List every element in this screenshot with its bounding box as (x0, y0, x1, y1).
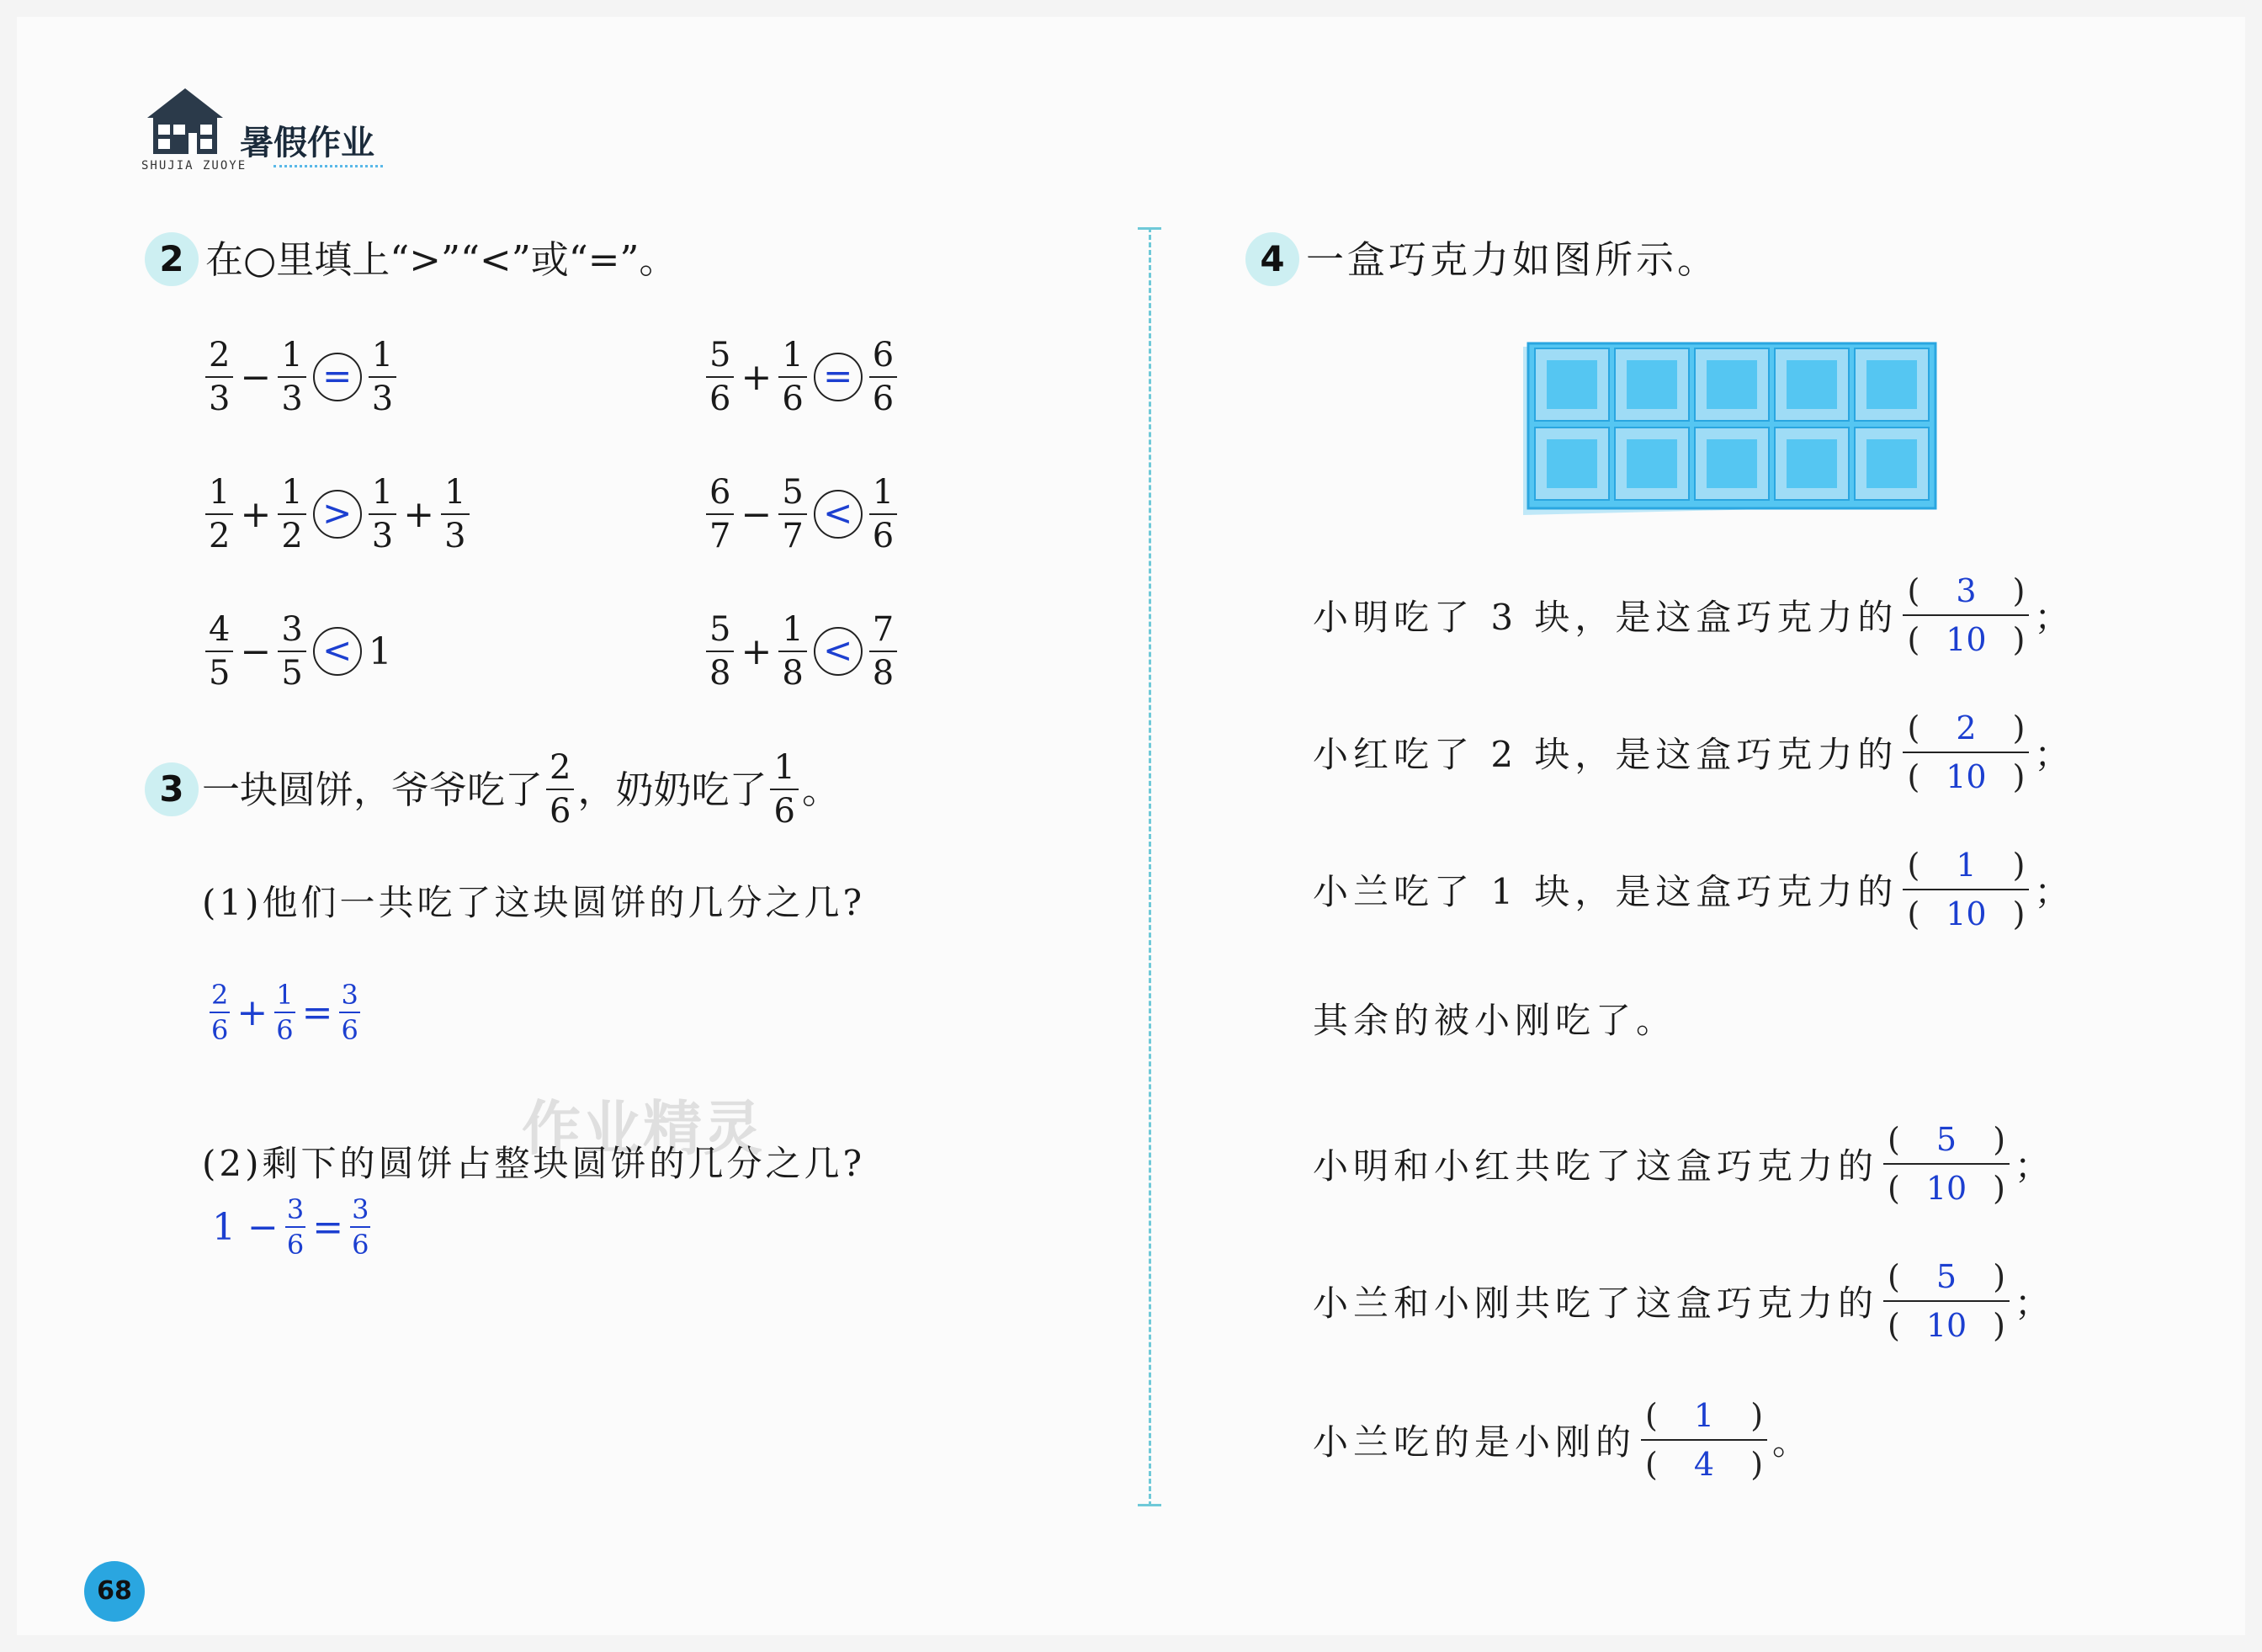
fraction (205, 474, 233, 555)
numerator: 3 (341, 979, 358, 1011)
operator: − (240, 355, 272, 399)
numerator: 5 (709, 336, 731, 374)
line-text: 小兰和小刚共吃了这盒巧克力的 (1313, 1283, 1879, 1324)
paren-close: ) (1993, 1307, 2005, 1344)
fraction (869, 611, 897, 692)
denominator: 6 (550, 792, 571, 831)
comparison-item (703, 611, 900, 692)
numerator: 1 (1956, 847, 1977, 884)
answer-fraction[interactable] (1903, 847, 2029, 932)
numerator: 3 (352, 1193, 369, 1225)
house-icon (143, 84, 227, 160)
operator: + (403, 492, 435, 536)
operator: + (240, 492, 272, 536)
line-end: 。 (1772, 1421, 1813, 1463)
header-subtitle: SHUJIA ZUOYE (141, 159, 247, 173)
numerator: 1 (1693, 1397, 1715, 1434)
denominator: 6 (341, 1014, 358, 1046)
question-3-prompt (202, 749, 840, 830)
answer-circle[interactable]: < (814, 627, 863, 676)
denominator: 10 (1925, 1307, 1967, 1344)
denominator: 3 (209, 380, 231, 418)
comparison-item (202, 474, 473, 555)
q3-subquestion-2: (2)剩下的圆饼占整块圆饼的几分之几? (202, 1143, 866, 1184)
q3-prompt-c: 。 (801, 767, 840, 812)
chocolate-piece-inner (1547, 439, 1597, 488)
chocolate-piece-inner (1547, 360, 1597, 409)
answer-fraction[interactable] (1903, 572, 2029, 658)
q3-answer-2 (209, 1195, 374, 1259)
fraction (706, 337, 734, 417)
fraction (369, 474, 396, 555)
denominator: 6 (872, 380, 895, 418)
fraction (869, 337, 897, 417)
line-text: 小红吃了 2 块，是这盒巧克力的 (1313, 734, 1898, 775)
numerator: 3 (281, 610, 303, 649)
numerator: 1 (444, 473, 466, 512)
answer-circle[interactable]: > (313, 490, 362, 539)
header-dots (273, 165, 383, 167)
denominator: 5 (281, 654, 303, 693)
paren-open: ( (1888, 1258, 1900, 1295)
fraction (369, 337, 396, 417)
line-text: 小兰吃了 1 块，是这盒巧克力的 (1313, 871, 1898, 912)
chocolate-piece-inner (1787, 360, 1837, 409)
numerator: 1 (782, 610, 804, 649)
paren-close: ) (2012, 709, 2026, 746)
fraction (278, 611, 305, 692)
denominator: 10 (1946, 895, 1987, 932)
comparison-item (202, 337, 400, 417)
paren-open: ( (1645, 1397, 1658, 1434)
numerator: 5 (709, 610, 731, 649)
answer-circle[interactable]: = (814, 353, 863, 401)
fraction (869, 474, 897, 555)
question-2-prompt: 在○里填上“>”“<”或“=”。 (205, 237, 677, 282)
fraction (205, 611, 233, 692)
numerator: 2 (211, 979, 229, 1011)
numerator: 1 (773, 748, 795, 787)
chocolate-piece-inner (1866, 439, 1917, 488)
numerator: 3 (286, 1193, 305, 1225)
fraction (778, 337, 806, 417)
paren-close: ) (1750, 1397, 1764, 1434)
line-end: ； (2034, 734, 2075, 775)
denominator: 8 (782, 654, 804, 693)
question-4-prompt: 一盒巧克力如图所示。 (1306, 237, 1719, 282)
divider-cap-bottom (1138, 1504, 1161, 1506)
paren-close: ) (1750, 1446, 1764, 1483)
numerator: 1 (872, 473, 895, 512)
paren-close: ) (2012, 758, 2026, 795)
q3-prompt-b: ，奶奶吃了 (577, 767, 767, 812)
q3-subquestion-1: (1)他们一共吃了这块圆饼的几分之几? (202, 882, 866, 923)
answer-fraction (285, 1195, 305, 1259)
paren-close: ) (2012, 847, 2026, 884)
paren-open: ( (1907, 572, 1920, 609)
paren-close: ) (2012, 572, 2026, 609)
denominator: 2 (281, 517, 303, 555)
numerator: 2 (209, 336, 231, 374)
denominator: 10 (1946, 621, 1987, 658)
answer-circle[interactable]: < (313, 627, 362, 676)
denominator: 10 (1925, 1170, 1967, 1207)
numerator: 1 (276, 979, 294, 1011)
integer-value: 1 (368, 629, 392, 673)
fraction (205, 337, 233, 417)
numerator: 1 (209, 473, 231, 512)
answer-circle[interactable]: < (814, 490, 863, 539)
comparison-item (703, 337, 900, 417)
paren-open: ( (1907, 895, 1920, 932)
one-minus: 1 − (212, 1205, 279, 1249)
q4-line (1313, 1258, 2055, 1344)
chocolate-piece-inner (1707, 439, 1757, 488)
line-end: ； (2015, 1283, 2056, 1324)
operator: − (741, 492, 773, 536)
line-end: ； (2015, 1145, 2056, 1187)
numerator: 7 (872, 610, 895, 649)
paren-close: ) (2012, 621, 2026, 658)
chocolate-piece-inner (1627, 439, 1677, 488)
q4-line (1313, 1397, 1813, 1483)
denominator: 7 (782, 517, 804, 555)
numerator: 6 (709, 473, 731, 512)
chocolate-piece-inner (1707, 360, 1757, 409)
denominator: 2 (209, 517, 231, 555)
paren-open: ( (1888, 1121, 1900, 1158)
fraction (778, 474, 806, 555)
equals-sign: = (312, 1205, 344, 1249)
numerator: 1 (281, 473, 303, 512)
numerator: 1 (281, 336, 303, 374)
plus-sign: + (236, 991, 268, 1034)
fraction (706, 474, 734, 555)
numerator: 1 (371, 336, 394, 374)
fraction (278, 337, 305, 417)
numerator: 5 (1935, 1258, 1957, 1295)
q3-fraction-grandma (770, 749, 798, 830)
page-number: 68 (84, 1561, 145, 1622)
watermark-text: 作业精灵 (522, 1094, 764, 1163)
q3-prompt-a: 一块圆饼，爷爷吃了 (202, 767, 544, 812)
answer-fraction[interactable] (1641, 1397, 1767, 1483)
denominator: 6 (276, 1014, 294, 1046)
paren-open: ( (1907, 621, 1920, 658)
question-4-badge: 4 (1245, 232, 1299, 286)
answer-fraction (210, 980, 230, 1044)
denominator: 3 (444, 517, 466, 555)
paren-open: ( (1907, 709, 1920, 746)
line-text: 小明吃了 3 块，是这盒巧克力的 (1313, 597, 1898, 638)
numerator: 6 (872, 336, 895, 374)
denominator: 6 (709, 380, 731, 418)
answer-fraction[interactable] (1883, 1121, 2010, 1207)
denominator: 6 (872, 517, 895, 555)
paren-open: ( (1888, 1170, 1900, 1207)
line-text: 其余的被小刚吃了。 (1313, 1000, 1677, 1041)
line-end: ； (2034, 871, 2075, 912)
fraction (278, 474, 305, 555)
q4-line (1313, 993, 1676, 1044)
page-divider (1149, 227, 1151, 1506)
denominator: 5 (209, 654, 231, 693)
answer-circle[interactable]: = (313, 353, 362, 401)
comparison-item (202, 611, 396, 692)
question-3-badge: 3 (145, 762, 199, 816)
comparison-item (703, 474, 900, 555)
q4-line (1313, 709, 2074, 795)
numerator: 1 (782, 336, 804, 374)
paren-open: ( (1888, 1307, 1900, 1344)
paren-close: ) (1993, 1258, 2006, 1295)
denominator: 3 (371, 517, 394, 555)
q4-line (1313, 572, 2074, 658)
numerator: 2 (1956, 709, 1977, 746)
answer-fraction (274, 980, 295, 1044)
numerator: 2 (550, 748, 571, 787)
answer-fraction (350, 1195, 370, 1259)
answer-fraction[interactable] (1903, 709, 2029, 795)
operator: + (741, 355, 773, 399)
numerator: 1 (371, 473, 394, 512)
denominator: 8 (709, 654, 731, 693)
line-text: 小兰吃的是小刚的 (1313, 1421, 1637, 1463)
answer-fraction (339, 980, 359, 1044)
chocolate-piece-inner (1787, 439, 1837, 488)
denominator: 3 (371, 380, 394, 418)
paren-open: ( (1645, 1446, 1658, 1483)
denominator: 8 (872, 654, 895, 693)
paren-close: ) (1993, 1170, 2005, 1207)
numerator: 5 (782, 473, 804, 512)
denominator: 7 (709, 517, 731, 555)
denominator: 4 (1693, 1446, 1715, 1483)
paren-open: ( (1907, 847, 1920, 884)
chocolate-piece-inner (1866, 360, 1917, 409)
denominator: 6 (286, 1229, 305, 1261)
paren-open: ( (1907, 758, 1920, 795)
divider-cap-top (1138, 227, 1161, 230)
denominator: 6 (352, 1229, 369, 1261)
q4-line (1313, 1121, 2055, 1207)
numerator: 5 (1935, 1121, 1957, 1158)
question-2-badge: 2 (145, 232, 199, 286)
numerator: 4 (209, 610, 231, 649)
fraction (706, 611, 734, 692)
chocolate-box-image (1515, 337, 1944, 522)
denominator: 6 (211, 1014, 229, 1046)
answer-fraction[interactable] (1883, 1258, 2010, 1344)
q3-fraction-grandpa (546, 749, 574, 830)
line-text: 小明和小红共吃了这盒巧克力的 (1313, 1145, 1879, 1187)
paren-close: ) (1993, 1121, 2006, 1158)
paren-close: ) (2012, 895, 2026, 932)
equals-sign: = (301, 991, 333, 1034)
operator: − (240, 629, 272, 673)
q4-line (1313, 847, 2074, 932)
numerator: 3 (1956, 572, 1977, 609)
denominator: 6 (782, 380, 804, 418)
header-title: 暑假作业 (240, 124, 374, 162)
fraction (441, 474, 469, 555)
operator: + (741, 629, 773, 673)
denominator: 6 (773, 792, 795, 831)
fraction (778, 611, 806, 692)
chocolate-piece-inner (1627, 360, 1677, 409)
q3-answer-1 (206, 980, 364, 1044)
denominator: 10 (1946, 758, 1987, 795)
line-end: ； (2034, 597, 2075, 638)
denominator: 3 (281, 380, 303, 418)
